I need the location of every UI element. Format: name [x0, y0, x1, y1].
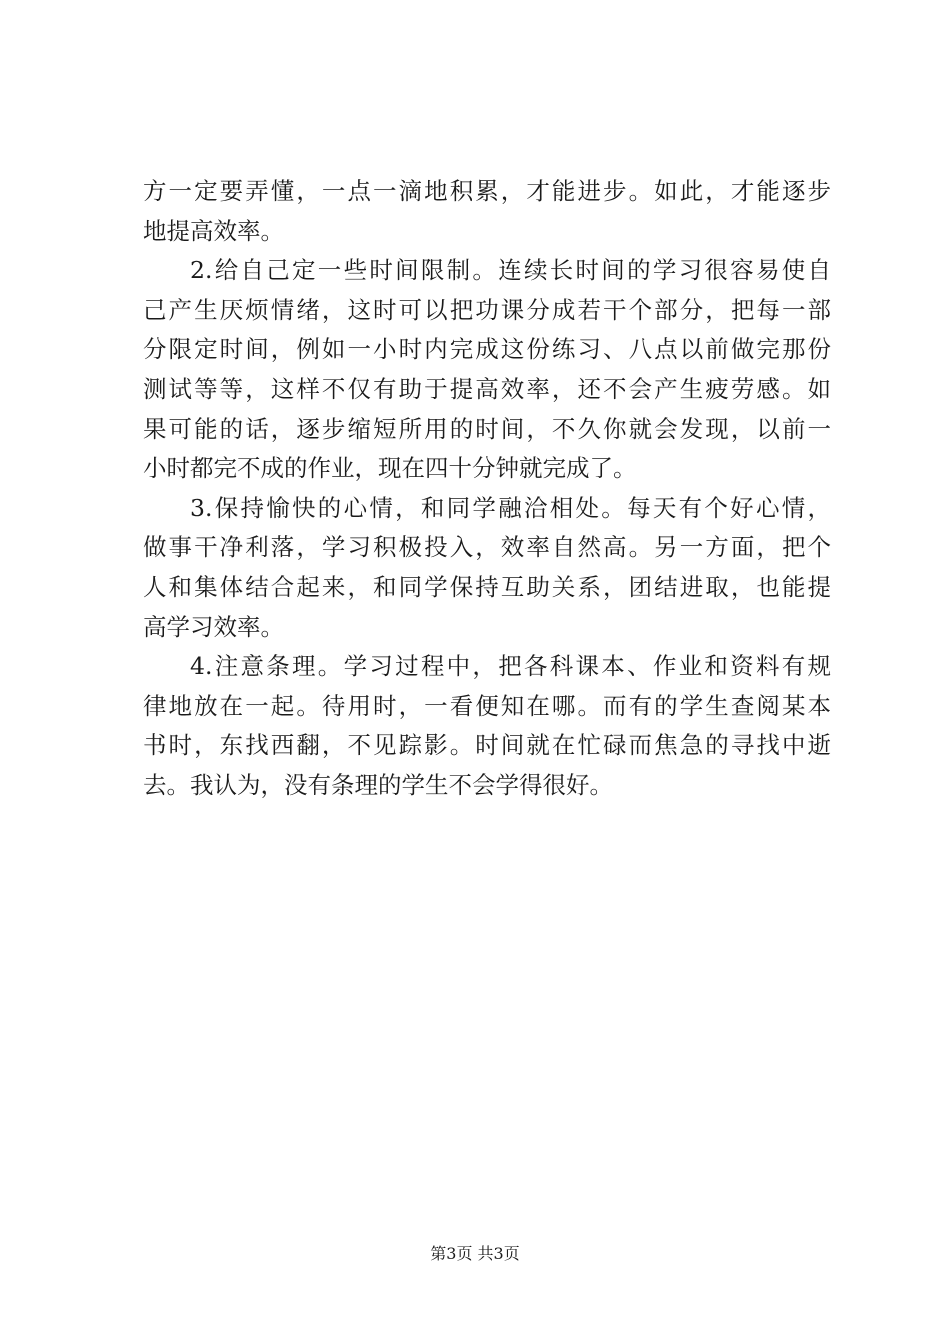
text-line: 小时都完不成的作业，现在四十分钟就完成了。 [143, 454, 637, 483]
text-line: 分限定时间，例如一小时内完成这份练习、八点以前做完那份 [143, 335, 831, 364]
page-footer [0, 1242, 950, 1266]
text-line: 2.给自己定一些时间限制。连续长时间的学习很容易使自 [190, 256, 831, 285]
text-line: 律地放在一起。待用时，一看便知在哪。而有的学生查阅某本 [143, 691, 831, 720]
paragraph-item-4 [143, 647, 831, 805]
text-line: 果可能的话，逐步缩短所用的时间，不久你就会发现，以前一 [143, 414, 831, 443]
paragraph-continuation [143, 172, 831, 251]
text-line: 测试等等，这样不仅有助于提高效率，还不会产生疲劳感。如 [143, 374, 831, 403]
paragraph-item-2 [143, 251, 831, 489]
paragraph-item-3 [143, 489, 831, 647]
text-line: 人和集体结合起来，和同学保持互助关系，团结进取，也能提 [143, 572, 831, 601]
text-line: 地提高效率。 [143, 216, 284, 245]
page-number-label: 第3页 共3页 [430, 1244, 520, 1263]
body-text [143, 172, 831, 806]
text-line: 做事干净利落，学习积极投入，效率自然高。另一方面，把个 [143, 533, 831, 562]
text-line: 3.保持愉快的心情，和同学融洽相处。每天有个好心情， [190, 493, 831, 522]
text-line: 书时，东找西翻，不见踪影。时间就在忙碌而焦急的寻找中逝 [143, 731, 831, 760]
text-line: 高学习效率。 [143, 612, 284, 641]
text-line: 去。我认为，没有条理的学生不会学得很好。 [143, 770, 613, 799]
text-line: 4.注意条理。学习过程中，把各科课本、作业和资料有规 [190, 652, 831, 681]
text-line: 己产生厌烦情绪，这时可以把功课分成若干个部分，把每一部 [143, 295, 831, 324]
text-line: 方一定要弄懂，一点一滴地积累，才能进步。如此，才能逐步 [143, 177, 831, 205]
